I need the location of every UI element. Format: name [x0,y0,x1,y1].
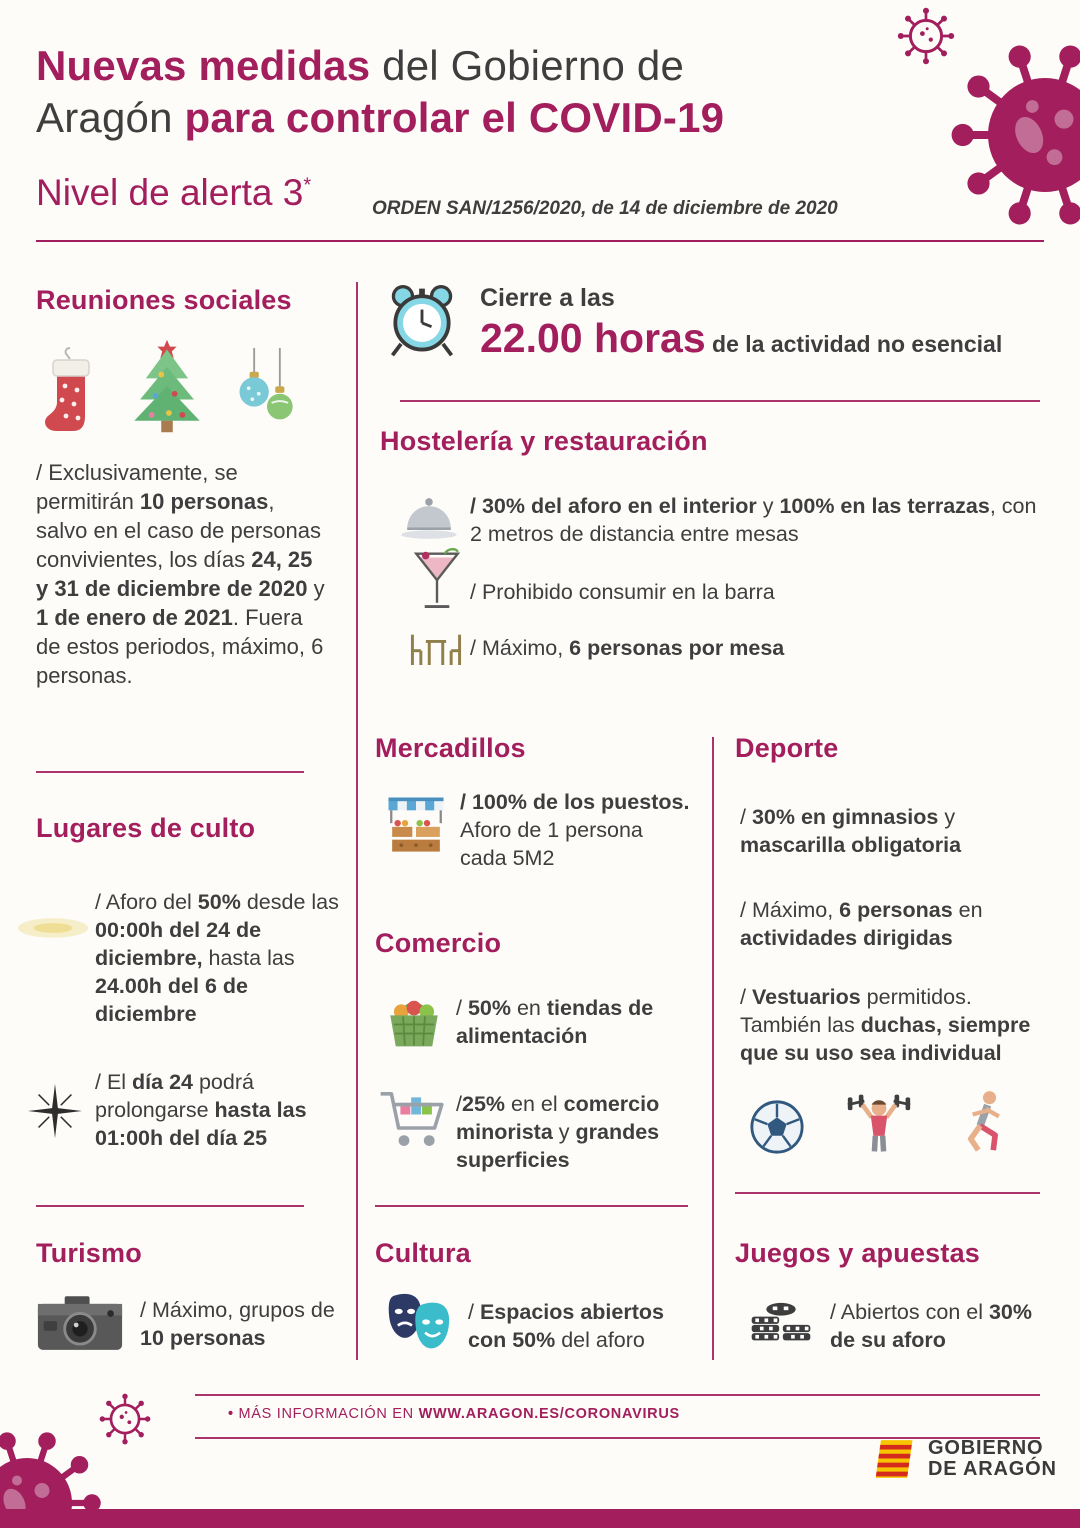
section-title-hosteleria: Hostelería y restauración [380,426,708,456]
closure-detail: de la actividad no esencial [705,331,1003,357]
closure-time: 22.00 horas [480,315,706,361]
divider [735,1192,1040,1194]
juegos-item-1: / Abiertos con el 30% de su aforo [830,1300,1032,1352]
reuniones-body: / Exclusivamente, se permitirán 10 personas, salvo en el caso de personas convivientes, los días 24, 25 y 31 de diciembre de 2020 y 1 de enero de 2021. Fuera de estos periodos, máximo, 6 personas. [36,460,325,688]
virus-icon [98,1392,152,1446]
comercio-item-1: / 50% en tiendas de alimentación [456,996,654,1048]
bottom-accent-bar [0,1509,1080,1528]
divider [36,240,1044,242]
divider [375,1205,688,1207]
closure-line [480,315,1045,362]
deporte-item-3: / Vestuarios permitidos. También las duchas, siempre que su uso sea individual [740,985,1031,1065]
cloche-icon [398,492,460,542]
baubles-icon [234,344,300,438]
turismo-item-1: / Máximo, grupos de 10 personas [140,1298,335,1350]
deporte-item-1: / 30% en gimnasios y mascarilla obligatoria [740,805,962,857]
footer-info-link[interactable]: • MÁS INFORMACIÓN EN WWW.ARAGON.ES/CORONAVIRUS [228,1406,680,1422]
lugares-item-2: / El día 24 podrá prolongarse hasta las 01:00h del día 25 [95,1070,307,1150]
hosteleria-item-3: / Máximo, 6 personas por mesa [470,636,785,660]
logo-text [928,1438,1057,1480]
section-title-juegos: Juegos y apuestas [735,1238,981,1268]
title-line-2: Aragón para controlar el COVID-19 [36,94,725,141]
christmas-icons [40,338,300,438]
sparkle-star-icon [26,1082,84,1140]
grocery-basket-icon [383,988,445,1050]
closure-banner [480,284,1045,362]
section-title-mercadillos: Mercadillos [375,733,526,763]
aragon-flag-icon [876,1438,918,1480]
gobierno-aragon-logo [876,1438,1057,1480]
cocktail-icon [412,548,462,616]
section-title-deporte: Deporte [735,733,839,763]
section-title-lugares: Lugares de culto [36,813,256,843]
poker-chips-icon [748,1294,814,1352]
divider [36,1205,304,1207]
alert-level-text: Nivel de alerta 3 [36,172,304,213]
christmas-tree-icon [126,338,208,438]
mercadillos-item-1: / 100% de los puestos. Aforo de 1 persona cada 5M2 [460,790,690,870]
virus-icon [950,40,1080,230]
sports-icons [748,1088,1012,1156]
lugares-item-1: / Aforo del 50% desde las 00:00h del 24 de diciembre, hasta las 24.00h del 6 de diciembre [95,890,339,1026]
title-line-1: Nuevas medidas del Gobierno de [36,42,685,89]
camera-icon [36,1294,124,1354]
alert-asterisk: * [303,174,312,197]
section-title-comercio: Comercio [375,928,502,958]
section-title-cultura: Cultura [375,1238,471,1268]
deporte-item-2: / Máximo, 6 personas en actividades dirigidas [740,898,983,950]
hosteleria-item-1: / 30% del aforo en el interior y 100% en las terrazas, con 2 metros de distancia entre mesas [470,494,1037,546]
comercio-item-2: /25% en el comercio minorista y grandes superficies [456,1092,660,1172]
divider [712,737,714,1360]
soccer-ball-icon [748,1098,806,1156]
stocking-icon [40,346,100,438]
theater-masks-icon [382,1290,456,1354]
section-title-reuniones: Reuniones sociales [36,285,292,315]
logo-line-1: GOBIERNO [928,1437,1044,1459]
alarm-clock-icon [382,280,462,362]
table-chairs-icon [404,626,468,672]
logo-line-2: DE ARAGÓN [928,1458,1057,1480]
section-title-turismo: Turismo [36,1238,142,1268]
glow-icon [14,908,92,948]
divider [356,282,358,1360]
divider [400,400,1040,402]
page-title [36,40,896,144]
runner-icon [952,1088,1012,1156]
weightlifter-icon [846,1090,912,1156]
cultura-item-1: / Espacios abiertos con 50% del aforo [468,1300,664,1352]
alert-level [36,172,311,214]
closure-intro: Cierre a las [480,284,615,312]
order-reference: ORDEN SAN/1256/2020, de 14 de diciembre de 2020 [372,198,838,219]
virus-icon [896,6,956,66]
shopping-cart-icon [377,1084,449,1154]
divider [36,771,304,773]
divider [195,1394,1040,1396]
hosteleria-item-2: / Prohibido consumir en la barra [470,580,775,604]
market-stall-icon [383,792,449,858]
